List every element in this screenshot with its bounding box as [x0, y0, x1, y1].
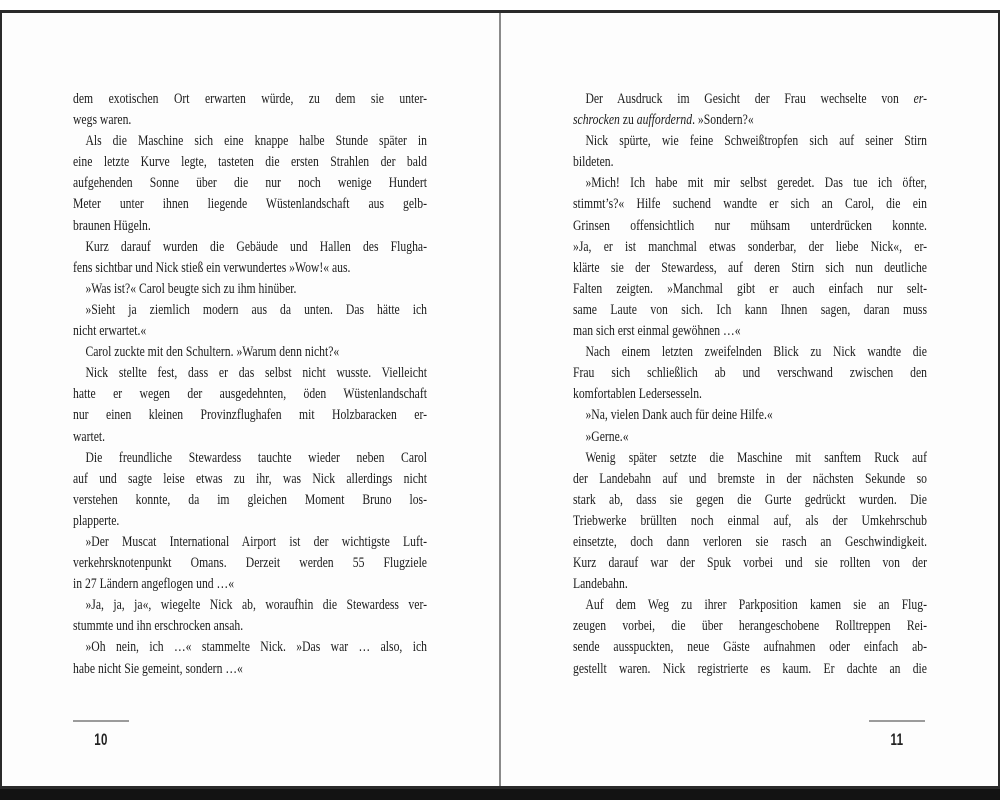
paragraph	[573, 448, 927, 596]
paragraph	[573, 427, 927, 448]
text-line: stimmt’s?« Hilfe suchend wandte er sich an Carol, die ein	[573, 196, 927, 213]
page-right	[500, 13, 997, 786]
text-line: »Mich! Ich habe mit mir selbst geredet. Das tue ich öfter,	[585, 175, 927, 192]
paragraph	[573, 405, 927, 426]
text-line: Carol zuckte mit den Schultern. »Warum denn nicht?«	[85, 344, 340, 361]
text-line: gestellt waren. Nick registrierte es kaum. Er dachte an die	[573, 660, 927, 677]
page-left-footer	[73, 720, 129, 750]
text-line: hatte er wegen der ausgedehnten, öden Wüstenlandschaft	[73, 386, 427, 403]
text-line: Als die Maschine sich eine knappe halbe Stunde später in	[85, 133, 427, 150]
text-line: stummte und ihn erschrocken ansah.	[73, 618, 244, 635]
text-line: Grinsen offensichtlich nur mühsam unterdrücken konnte.	[573, 217, 927, 234]
text-line: »Gerne.«	[585, 428, 629, 445]
text-line: Kurz darauf war der Spuk vorbei und sie rollten von der	[573, 555, 927, 572]
text-line: wegs waren.	[73, 112, 132, 129]
text-line: Wenig später setzte die Maschine mit sanftem Ruck auf	[585, 449, 927, 466]
text-line: der Landebahn auf und bremste in der nächsten Sekunde so	[573, 470, 927, 487]
paragraph	[573, 595, 927, 679]
text-line: dem exotischen Ort erwarten würde, zu dem sie unter-	[73, 91, 427, 107]
text-line: schrocken zu auffordernd. »Sondern?«	[573, 112, 754, 129]
text-line: in 27 Ländern angeflogen und …«	[73, 576, 235, 593]
paragraph	[73, 448, 427, 532]
text-line: same Laute von sich. Ich kann Ihnen sagen, daran muss	[573, 301, 927, 318]
text-line: bildeten.	[573, 154, 614, 171]
paragraph	[73, 637, 427, 679]
text-line: Falten zeigten. »Manchmal gibt er auch einfach nur selt-	[573, 280, 927, 297]
paragraph	[73, 363, 427, 447]
text-line: fens sichtbar und Nick stieß ein verwundertes »Wow!« aus.	[73, 259, 351, 276]
text-line: zeugen vorbei, die über herangeschobene Rolltreppen Rei-	[573, 618, 927, 635]
text-line: Auf dem Weg zu ihrer Parkposition kamen sie an Flug-	[585, 597, 927, 614]
paragraph	[73, 532, 427, 595]
text-line: man sich erst einmal gewöhnen …«	[573, 323, 741, 340]
text-line: plapperte.	[73, 512, 120, 529]
text-line: nicht erwartet.«	[73, 323, 147, 340]
text-line: Frau sich schließlich ab und verschwand zwischen den	[573, 365, 927, 382]
text-line: Kurz darauf wurden die Gebäude und Hallen des Flugha-	[85, 238, 427, 255]
paragraph	[73, 342, 427, 363]
text-line: Der Ausdruck im Gesicht der Frau wechselte von er-	[585, 91, 927, 107]
text-line: verstehen konnte, da im gleichen Moment Bruno los-	[73, 491, 427, 508]
text-line: »Ja, er ist manchmal etwas sonderbar, der liebe Nick«, er-	[573, 238, 927, 255]
paragraph	[73, 300, 427, 342]
book-spread	[0, 10, 1000, 789]
text-line: Nick spürte, wie feine Schweißtropfen sich auf seiner Stirn	[585, 133, 927, 150]
page-left-text	[73, 89, 427, 680]
paragraph	[73, 89, 427, 131]
page-right-footer	[869, 720, 925, 750]
text-line: sende ausspuckten, neue Gäste aufnahmen oder einfach ab-	[573, 639, 927, 656]
footer-rule	[73, 720, 129, 722]
text-line: auf und sagte leise etwas zu ihr, was Nick allerdings nicht	[73, 470, 427, 487]
text-line: »Was ist?« Carol beugte sich zu ihm hinüber.	[85, 280, 297, 297]
text-line: braunen Hügeln.	[73, 217, 151, 234]
text-line: aufgehenden Sonne über die nur noch wenige Hundert	[73, 175, 427, 192]
text-line: wartet.	[73, 428, 106, 445]
bottom-black-band	[0, 789, 1000, 800]
text-line: »Ja, ja, ja«, wiegelte Nick ab, woraufhin die Stewardess ver-	[85, 597, 427, 614]
paragraph	[573, 173, 927, 342]
text-line: klärte sie der Stewardess, auf deren Stirn sich nun deutliche	[573, 259, 927, 276]
text-line: komfortablen Ledersesseln.	[573, 386, 702, 403]
paragraph	[73, 237, 427, 279]
text-line: Nach einem letzten zweifelnden Blick zu Nick wandte die	[585, 344, 927, 361]
paragraph	[573, 342, 927, 405]
page-left	[2, 13, 499, 786]
paragraph	[73, 131, 427, 236]
text-line: Nick stellte fest, dass er das selbst nicht wusste. Vielleicht	[85, 365, 427, 382]
text-line: Landebahn.	[573, 576, 628, 593]
text-line: eine letzte Kurve legte, tasteten die ersten Strahlen der bald	[73, 154, 427, 171]
text-line: Triebwerke brüllten noch einmal auf, als der Umkehrschub	[573, 512, 927, 529]
text-line: »Oh nein, ich …« stammelte Nick. »Das war … also, ich	[85, 639, 427, 656]
paragraph	[573, 131, 927, 173]
text-line: Die freundliche Stewardess tauchte wieder neben Carol	[85, 449, 427, 466]
footer-rule	[869, 720, 925, 722]
page-number: 10	[94, 730, 108, 749]
page-right-text	[573, 89, 927, 680]
text-line: einsetzte, doch dann verloren sie rasch an Geschwindigkeit.	[573, 533, 927, 550]
paragraph	[573, 89, 927, 131]
paragraph	[73, 279, 427, 300]
text-line: habe nicht Sie gemeint, sondern …«	[73, 660, 243, 677]
page-number: 11	[890, 730, 904, 749]
text-line: »Na, vielen Dank auch für deine Hilfe.«	[585, 407, 773, 424]
text-line: »Der Muscat International Airport ist der wichtigste Luft-	[85, 533, 427, 550]
text-line: Meter unter ihnen liegende Wüstenlandschaft aus gelb-	[73, 196, 427, 213]
paragraph	[73, 595, 427, 637]
text-line: nur einen kleinen Provinzflughafen mit Holzbaracken er-	[73, 407, 427, 424]
text-line: verkehrsknotenpunkt Omans. Derzeit werden 55 Flugziele	[73, 555, 427, 572]
text-line: »Sieht ja ziemlich modern aus da unten. Das hätte ich	[85, 301, 427, 318]
text-line: stark ab, dass sie gegen die Gurte gedrückt wurden. Die	[573, 491, 927, 508]
